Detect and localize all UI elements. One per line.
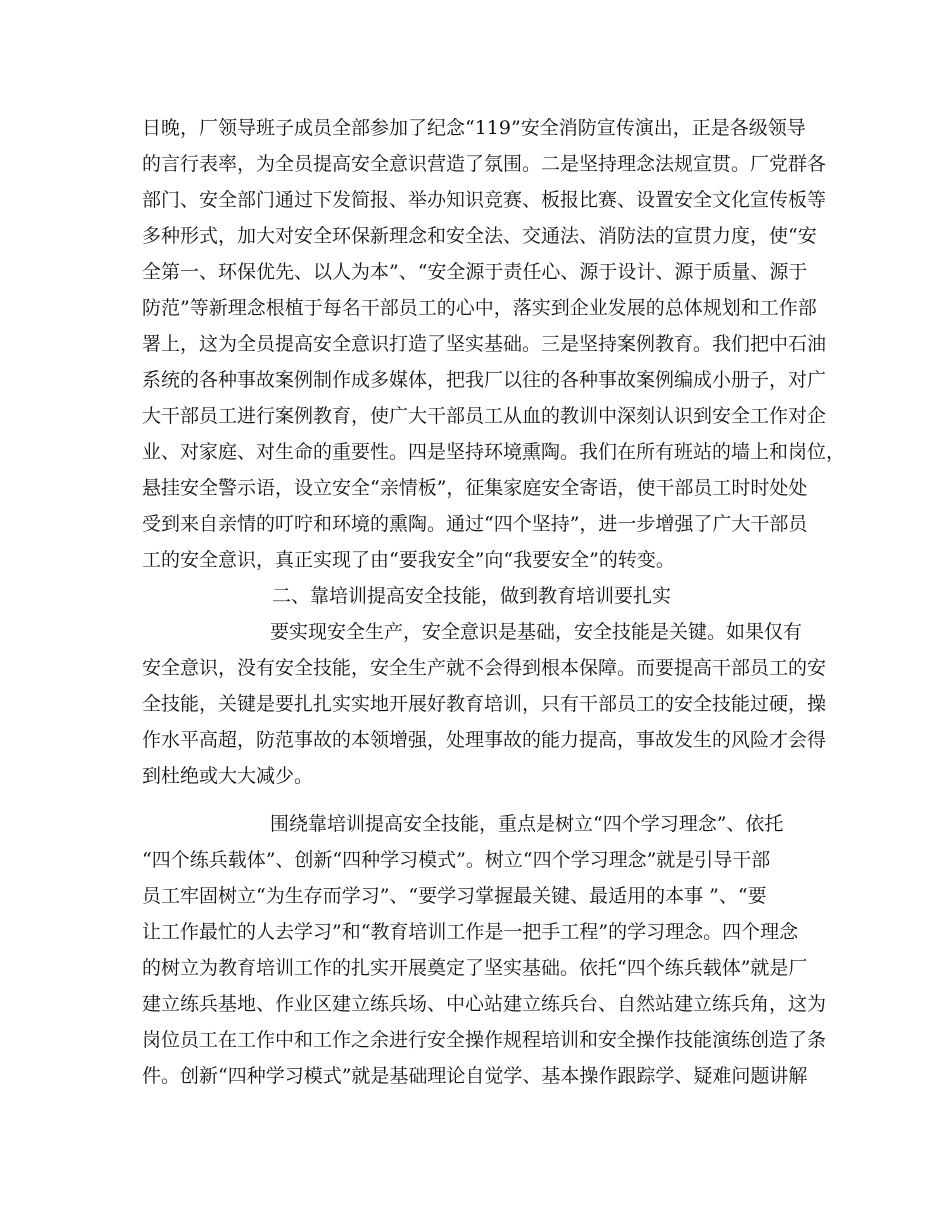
text-line: 的树立为教育培训工作的扎实开展奠定了坚实基础。依托“四个练兵载体”就是厂 xyxy=(142,957,808,979)
text-line: 的言行表率，为全员提高安全意识营造了氛围。二是坚持理念法规宣贯。厂党群各 xyxy=(142,153,827,175)
text-line: 大干部员工进行案例教育，使广大干部员工从血的教训中深刻认识到安全工作对企 xyxy=(142,405,827,427)
text-line: 让工作最忙的人去学习”和“教育培训工作是一把手工程”的学习理念。四个理念 xyxy=(142,921,799,943)
text-line: 系统的各种事故案例制作成多媒体，把我厂以往的各种事故案例编成小册子，对广 xyxy=(142,369,827,391)
text-line: 全技能，关键是要扎扎实实地开展好教育培训，只有干部员工的安全技能过硬，操 xyxy=(142,693,827,715)
text-line: 件。创新“四种学习模式”就是基础理论自觉学、基本操作跟踪学、疑难问题讲解 xyxy=(142,1065,808,1087)
text-line: 到杜绝或大大减少。 xyxy=(142,765,314,787)
text-line: 多种形式，加大对安全环保新理念和安全法、交通法、消防法的宣贯力度，使“安 xyxy=(142,225,817,247)
text-line: 受到来自亲情的叮咛和环境的熏陶。通过“四个坚持”，进一步增强了广大干部员 xyxy=(142,513,808,535)
text-line: 安全意识，没有安全技能，安全生产就不会得到根本保障。而要提高干部员工的安 xyxy=(142,657,827,679)
text-line: “四个练兵载体”、创新“四种学习模式”。树立“四个学习理念”就是引导干部 xyxy=(142,849,771,871)
text-line: 作水平高超，防范事故的本领增强，处理事故的能力提高，事故发生的风险才会得 xyxy=(142,729,827,751)
text-line: 建立练兵基地、作业区建立练兵场、中心站建立练兵台、自然站建立练兵角，这为 xyxy=(142,993,827,1015)
text-line: 要实现安全生产，安全意识是基础，安全技能是关键。如果仅有 xyxy=(270,621,803,643)
text-line: 岗位员工在工作中和工作之余进行安全操作规程培训和安全操作技能演练创造了条 xyxy=(142,1029,827,1051)
text-line: 工的安全意识，真正实现了由“要我安全”向“我要安全”的转变。 xyxy=(142,549,675,571)
section-heading: 二、靠培训提高安全技能，做到教育培训要扎实 xyxy=(272,585,672,607)
text-line: 员工牢固树立“为生存而学习”、“要学习掌握最关键、最适用的本事 ”、“要 xyxy=(142,885,767,907)
text-line: 全第一、环保优先、以人为本”、“安全源于责任心、源于设计、源于质量、源于 xyxy=(142,261,808,283)
text-line: 业、对家庭、对生命的重要性。四是坚持环境熏陶。我们在所有班站的墙上和岗位， xyxy=(142,441,846,463)
text-line: 悬挂安全警示语，设立安全“亲情板”，征集家庭安全寄语，使干部员工时时处处 xyxy=(142,477,808,499)
text-line: 围绕靠培训提高安全技能，重点是树立“四个学习理念”、依托 xyxy=(270,813,784,835)
text-line: 日晚，厂领导班子成员全部参加了纪念“119”安全消防宣传演出，正是各级领导 xyxy=(142,117,806,139)
text-line: 署上，这为全员提高安全意识打造了坚实基础。三是坚持案例教育。我们把中石油 xyxy=(142,333,827,355)
text-line: 防范”等新理念根植于每名干部员工的心中，落实到企业发展的总体规划和工作部 xyxy=(142,297,817,319)
text-line: 部门、安全部门通过下发简报、举办知识竞赛、板报比赛、设置安全文化宣传板等 xyxy=(142,189,827,211)
